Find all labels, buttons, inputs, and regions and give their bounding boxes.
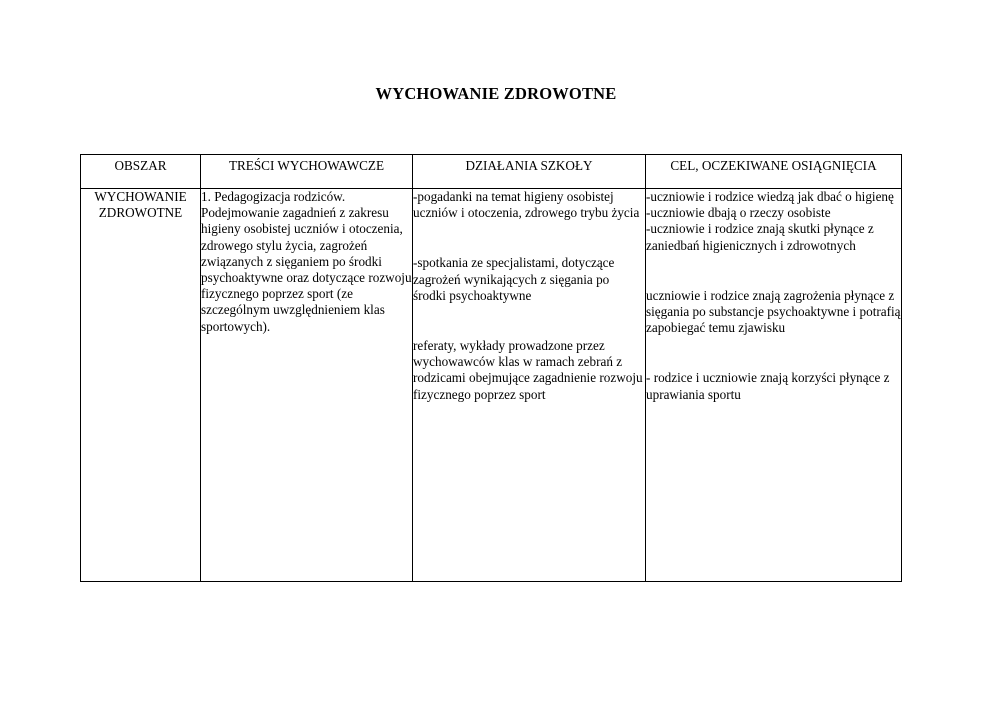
area-cell bbox=[81, 189, 201, 582]
table-row bbox=[81, 189, 902, 582]
actions-cell bbox=[413, 189, 646, 582]
action-entry: -pogadanki na temat higieny osobistej uczniów i otoczenia, zdrowego trybu życia bbox=[413, 189, 640, 221]
document-title: WYCHOWANIE ZDROWOTNE bbox=[375, 84, 617, 103]
area-line: WYCHOWANIE bbox=[94, 189, 187, 204]
goal-line: -uczniowie i rodzice znają skutki płynące z zaniedbań higienicznych i zdrowotnych bbox=[646, 221, 874, 253]
education-plan-table bbox=[80, 154, 902, 582]
goal-line: -uczniowie dbają o rzeczy osobiste bbox=[646, 205, 831, 221]
content-text: 1. Pedagogizacja rodziców. Podejmowanie zagadnień z zakresu higieny osobistej uczniów i otoczenia, zdrowego stylu życia, zagrożeń związanych z sięganiem po środki psychoaktywne oraz dotyczące rozwoju fizycznego poprzez sport (ze szczególnym uwzględnieniem klas sportowych). bbox=[201, 189, 412, 334]
goal-line: -uczniowie i rodzice wiedzą jak dbać o higienę bbox=[646, 189, 894, 204]
goals-cell bbox=[646, 189, 902, 582]
table-header-row bbox=[81, 155, 902, 189]
header-content: TREŚCI WYCHOWAWCZE bbox=[201, 155, 413, 189]
header-area: OBSZAR bbox=[81, 155, 201, 189]
action-entry: -spotkania ze specjalistami, dotyczące zagrożeń wynikających z sięgania po środki psychoaktywne bbox=[413, 255, 615, 303]
goal-line: uczniowie i rodzice znają zagrożenia płynące z sięgania po substancje psychoaktywne i potrafią zapobiegać temu zjawisku bbox=[646, 287, 901, 336]
goal-line: - rodzice i uczniowie znają korzyści płynące z uprawiania sportu bbox=[646, 370, 890, 402]
header-goals: CEL, OCZEKIWANE OSIĄGNIĘCIA bbox=[646, 155, 902, 189]
action-entry: referaty, wykłady prowadzone przez wychowawców klas w ramach zebrań z rodzicami obejmujące zagadnienie rozwoju fizycznego poprzez sport bbox=[413, 338, 643, 402]
content-cell bbox=[201, 189, 413, 582]
area-line: ZDROWOTNE bbox=[98, 205, 183, 221]
header-actions: DZIAŁANIA SZKOŁY bbox=[413, 155, 646, 189]
